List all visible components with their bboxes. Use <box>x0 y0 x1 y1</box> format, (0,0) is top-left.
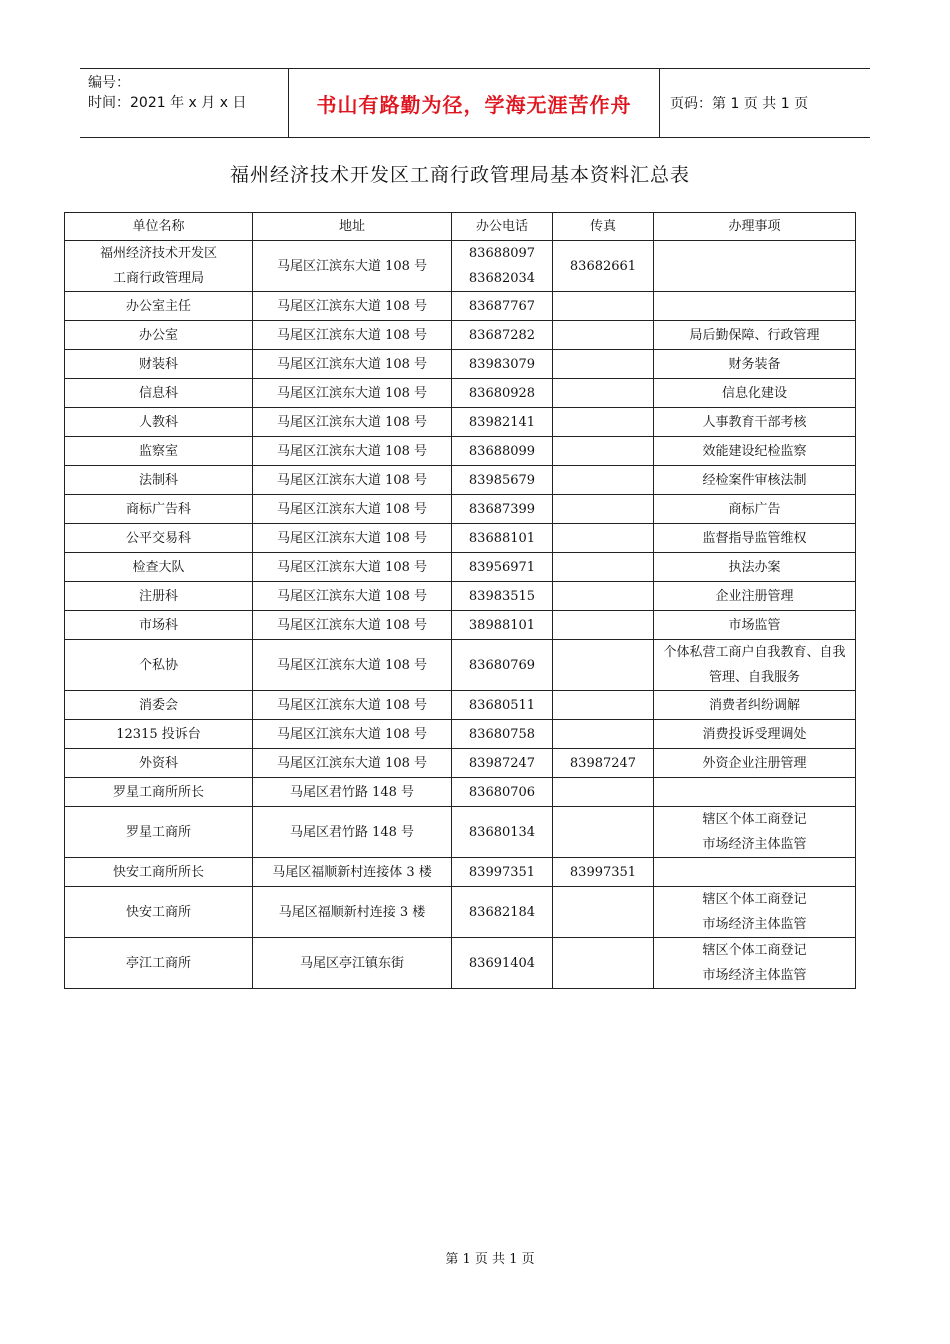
cell-name-line: 注册科 <box>138 588 178 604</box>
cell-phone <box>452 437 553 466</box>
cell-phone-line: 83956971 <box>468 559 536 575</box>
cell-phone <box>452 524 553 553</box>
cell-fax: 83682661 <box>553 241 654 292</box>
cell-matters-line: 辖区个体工商登记 <box>702 943 807 958</box>
cell-phone <box>452 640 553 691</box>
cell-phone-line: 83688101 <box>468 530 536 546</box>
cell-phone-line: 83688097 <box>468 246 536 261</box>
cell-phone-line: 83682034 <box>468 271 536 286</box>
cell-address: 马尾区君竹路 148 号 <box>253 807 452 858</box>
cell-phone <box>452 321 553 350</box>
cell-fax <box>553 321 654 350</box>
document-date-label: 时间：2021 年 x 月 x 日 <box>88 95 247 111</box>
cell-name-line: 法制科 <box>138 472 178 488</box>
cell-name-line: 工商行政管理局 <box>112 271 204 286</box>
cell-phone <box>452 807 553 858</box>
table-row <box>65 321 856 350</box>
cell-name <box>65 858 253 887</box>
cell-matters-line: 执法办案 <box>728 559 781 575</box>
cell-phone-line: 83680511 <box>468 697 536 713</box>
cell-matters-line: 消费投诉受理调处 <box>702 726 807 742</box>
cell-name-line: 市场科 <box>138 617 178 633</box>
column-header-fax: 传真 <box>553 213 654 241</box>
cell-address: 马尾区江滨东大道 108 号 <box>253 379 452 408</box>
cell-phone <box>452 887 553 938</box>
cell-matters <box>654 858 856 887</box>
table-row <box>65 691 856 720</box>
cell-name-line: 快安工商所所长 <box>112 864 204 880</box>
cell-matters <box>654 321 856 350</box>
table-row <box>65 350 856 379</box>
cell-phone-line: 83688099 <box>468 443 536 459</box>
cell-matters-line: 市场经济主体监管 <box>702 917 807 932</box>
cell-name <box>65 524 253 553</box>
cell-phone-line: 83680706 <box>468 784 536 800</box>
cell-name <box>65 749 253 778</box>
cell-name <box>65 640 253 691</box>
cell-address: 马尾区江滨东大道 108 号 <box>253 241 452 292</box>
cell-name <box>65 807 253 858</box>
cell-address: 马尾区江滨东大道 108 号 <box>253 611 452 640</box>
cell-phone-line: 83680928 <box>468 385 536 401</box>
cell-phone-line: 83983079 <box>468 356 536 372</box>
cell-phone <box>452 938 553 989</box>
cell-matters <box>654 553 856 582</box>
table-header-row <box>65 213 856 241</box>
cell-phone <box>452 582 553 611</box>
cell-fax <box>553 640 654 691</box>
table-row <box>65 611 856 640</box>
table-row <box>65 858 856 887</box>
cell-name-line: 外资科 <box>138 755 178 771</box>
cell-matters <box>654 437 856 466</box>
cell-address: 马尾区亭江镇东街 <box>253 938 452 989</box>
cell-phone <box>452 408 553 437</box>
cell-address: 马尾区江滨东大道 108 号 <box>253 408 452 437</box>
cell-name <box>65 778 253 807</box>
cell-matters <box>654 241 856 292</box>
cell-name-line: 办公室 <box>138 327 178 343</box>
cell-name-line: 12315 投诉台 <box>116 726 201 742</box>
cell-matters <box>654 778 856 807</box>
cell-matters <box>654 691 856 720</box>
column-header-name: 单位名称 <box>65 213 253 241</box>
table-row <box>65 292 856 321</box>
cell-name-line: 福州经济技术开发区 <box>99 246 217 261</box>
page-header <box>80 68 870 138</box>
table-body <box>65 241 856 989</box>
column-header-matters: 办理事项 <box>654 213 856 241</box>
cell-name-line: 消委会 <box>138 697 178 713</box>
table-row <box>65 408 856 437</box>
cell-phone-line: 83982141 <box>468 414 536 430</box>
cell-matters-line: 市场经济主体监管 <box>702 837 807 852</box>
cell-fax <box>553 437 654 466</box>
cell-matters <box>654 495 856 524</box>
cell-matters-line: 市场经济主体监管 <box>702 968 807 983</box>
cell-matters-line: 辖区个体工商登记 <box>702 892 807 907</box>
cell-fax <box>553 691 654 720</box>
cell-address: 马尾区福顺新村连接体 3 楼 <box>253 858 452 887</box>
table-row <box>65 887 856 938</box>
cell-name-line: 罗星工商所所长 <box>112 784 204 800</box>
cell-name <box>65 321 253 350</box>
table-row <box>65 524 856 553</box>
cell-fax <box>553 778 654 807</box>
cell-matters <box>654 524 856 553</box>
cell-phone-line: 38988101 <box>468 617 536 633</box>
table-row <box>65 466 856 495</box>
cell-fax <box>553 720 654 749</box>
cell-name <box>65 691 253 720</box>
cell-address: 马尾区江滨东大道 108 号 <box>253 720 452 749</box>
cell-fax <box>553 408 654 437</box>
cell-fax: 83997351 <box>553 858 654 887</box>
cell-matters-line: 监督指导监管维权 <box>702 530 807 546</box>
cell-name-line: 亭江工商所 <box>125 955 191 971</box>
cell-matters <box>654 379 856 408</box>
cell-phone <box>452 379 553 408</box>
cell-name <box>65 720 253 749</box>
table-row <box>65 749 856 778</box>
cell-matters-line: 经检案件审核法制 <box>702 472 807 488</box>
cell-address: 马尾区江滨东大道 108 号 <box>253 292 452 321</box>
header-motto: 书山有路勤为径，学海无涯苦作舟 <box>288 69 660 137</box>
cell-fax <box>553 582 654 611</box>
cell-fax <box>553 292 654 321</box>
cell-fax <box>553 379 654 408</box>
cell-phone-line: 83987247 <box>468 755 536 771</box>
cell-phone <box>452 691 553 720</box>
column-header-phone: 办公电话 <box>452 213 553 241</box>
table-row <box>65 807 856 858</box>
cell-phone-line: 83680134 <box>468 824 536 840</box>
cell-address: 马尾区江滨东大道 108 号 <box>253 524 452 553</box>
cell-phone-line: 83682184 <box>468 904 536 920</box>
cell-matters-line: 企业注册管理 <box>715 588 794 604</box>
cell-phone <box>452 553 553 582</box>
cell-matters <box>654 292 856 321</box>
cell-phone-line: 83680758 <box>468 726 536 742</box>
cell-name <box>65 408 253 437</box>
header-meta <box>80 69 288 137</box>
cell-phone <box>452 466 553 495</box>
cell-matters <box>654 640 856 691</box>
cell-name-line: 罗星工商所 <box>125 824 191 840</box>
cell-name-line: 公平交易科 <box>125 530 191 546</box>
cell-fax <box>553 495 654 524</box>
column-header-address: 地址 <box>253 213 452 241</box>
table-row <box>65 720 856 749</box>
cell-name-line: 人教科 <box>138 414 178 430</box>
cell-phone <box>452 720 553 749</box>
cell-matters-line: 辖区个体工商登记 <box>702 812 807 827</box>
cell-address: 马尾区江滨东大道 108 号 <box>253 582 452 611</box>
cell-fax <box>553 611 654 640</box>
cell-phone <box>452 611 553 640</box>
cell-address: 马尾区江滨东大道 108 号 <box>253 350 452 379</box>
header-page-number: 页码：第 1 页 共 1 页 <box>670 96 809 112</box>
document-number-label: 编号： <box>88 75 130 91</box>
cell-address: 马尾区江滨东大道 108 号 <box>253 495 452 524</box>
cell-fax <box>553 887 654 938</box>
cell-phone <box>452 858 553 887</box>
cell-name <box>65 379 253 408</box>
cell-address: 马尾区江滨东大道 108 号 <box>253 553 452 582</box>
cell-name-line: 商标广告科 <box>125 501 191 517</box>
cell-address: 马尾区江滨东大道 108 号 <box>253 437 452 466</box>
cell-phone-line: 83983515 <box>468 588 536 604</box>
cell-matters <box>654 611 856 640</box>
cell-name-line: 检查大队 <box>132 559 185 575</box>
table-row <box>65 379 856 408</box>
cell-phone-line: 83687767 <box>468 298 536 314</box>
cell-fax <box>553 938 654 989</box>
cell-name <box>65 553 253 582</box>
table-row <box>65 938 856 989</box>
cell-phone-line: 83691404 <box>468 955 536 971</box>
cell-fax <box>553 466 654 495</box>
table-row <box>65 495 856 524</box>
page-footer: 第 1 页 共 1 页 <box>445 1252 535 1267</box>
table-row <box>65 778 856 807</box>
cell-name <box>65 582 253 611</box>
cell-address: 马尾区江滨东大道 108 号 <box>253 640 452 691</box>
cell-phone <box>452 778 553 807</box>
cell-matters-line: 消费者纠纷调解 <box>708 697 800 713</box>
cell-name <box>65 887 253 938</box>
cell-name-line: 监察室 <box>138 443 178 459</box>
cell-phone <box>452 241 553 292</box>
cell-fax <box>553 350 654 379</box>
cell-address: 马尾区江滨东大道 108 号 <box>253 691 452 720</box>
cell-name <box>65 241 253 292</box>
table-row <box>65 582 856 611</box>
cell-name <box>65 611 253 640</box>
cell-phone-line: 83997351 <box>468 864 536 880</box>
cell-address: 马尾区江滨东大道 108 号 <box>253 321 452 350</box>
cell-name-line: 办公室主任 <box>125 298 191 314</box>
cell-phone <box>452 749 553 778</box>
cell-phone <box>452 350 553 379</box>
cell-fax: 83987247 <box>553 749 654 778</box>
cell-address: 马尾区江滨东大道 108 号 <box>253 466 452 495</box>
cell-matters <box>654 807 856 858</box>
cell-matters <box>654 938 856 989</box>
cell-name <box>65 437 253 466</box>
cell-matters <box>654 408 856 437</box>
cell-matters <box>654 720 856 749</box>
cell-phone-line: 83680769 <box>468 657 536 673</box>
cell-matters-line: 财务装备 <box>728 356 781 372</box>
table-row <box>65 640 856 691</box>
cell-fax <box>553 553 654 582</box>
info-table <box>64 212 856 989</box>
cell-fax <box>553 524 654 553</box>
cell-phone-line: 83687399 <box>468 501 536 517</box>
cell-name <box>65 350 253 379</box>
cell-matters <box>654 749 856 778</box>
cell-name-line: 财装科 <box>138 356 178 372</box>
cell-address: 马尾区君竹路 148 号 <box>253 778 452 807</box>
cell-matters-line: 个体私营工商户自我教育、自我 <box>663 645 846 660</box>
cell-matters-line: 信息化建设 <box>721 385 787 401</box>
cell-name <box>65 938 253 989</box>
cell-address: 马尾区福顺新村连接 3 楼 <box>253 887 452 938</box>
cell-phone <box>452 292 553 321</box>
cell-name-line: 个私协 <box>138 657 178 673</box>
cell-name <box>65 466 253 495</box>
cell-matters <box>654 582 856 611</box>
cell-matters-line: 人事教育干部考核 <box>702 414 807 430</box>
table-row <box>65 553 856 582</box>
cell-phone-line: 83985679 <box>468 472 536 488</box>
cell-matters-line: 效能建设纪检监察 <box>702 443 807 459</box>
cell-matters <box>654 350 856 379</box>
cell-phone <box>452 495 553 524</box>
cell-name <box>65 495 253 524</box>
cell-matters <box>654 466 856 495</box>
document-title: 福州经济技术开发区工商行政管理局基本资料汇总表 <box>229 164 690 186</box>
cell-matters <box>654 887 856 938</box>
cell-matters-line: 外资企业注册管理 <box>702 755 807 771</box>
cell-name <box>65 292 253 321</box>
cell-matters-line: 局后勤保障、行政管理 <box>689 327 820 343</box>
cell-matters-line: 管理、自我服务 <box>708 670 800 685</box>
table-row <box>65 241 856 292</box>
cell-matters-line: 商标广告 <box>728 501 781 517</box>
cell-fax <box>553 807 654 858</box>
cell-name-line: 信息科 <box>138 385 178 401</box>
cell-address: 马尾区江滨东大道 108 号 <box>253 749 452 778</box>
cell-matters-line: 市场监管 <box>728 617 781 633</box>
cell-phone-line: 83687282 <box>468 327 536 343</box>
cell-name-line: 快安工商所 <box>125 904 191 920</box>
table-row <box>65 437 856 466</box>
